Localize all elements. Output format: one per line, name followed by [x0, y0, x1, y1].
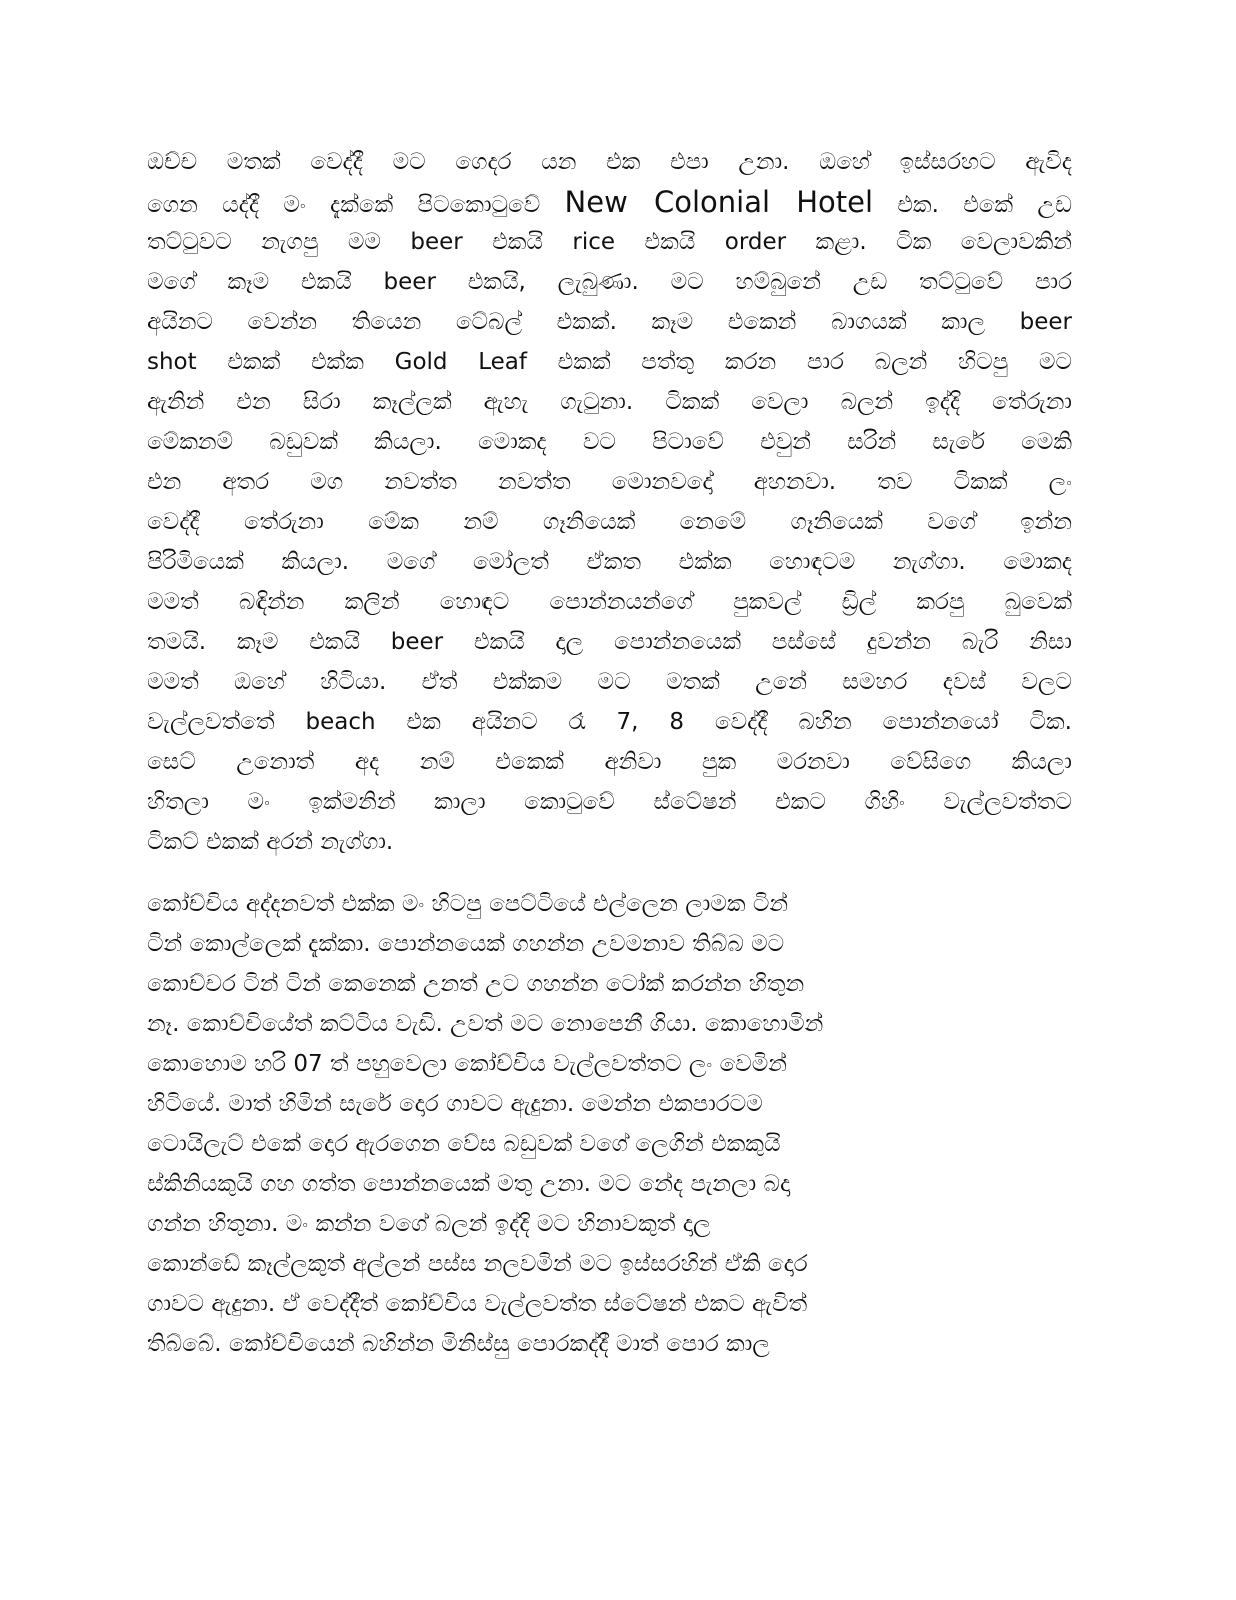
text-line: පිරිමියෙක් කියලා. මගේ මෝලත් ඒකත එක්ක හොඳටම නැග්ගා. මොකද	[147, 549, 1072, 575]
text-line: සෙට් උනොත් අද නම් එකෙක් අනිවා පුක මරනවා වේසිගෙ කියලා	[147, 749, 1072, 775]
text-line-with-hotel-name	[147, 182, 1072, 222]
text-line: තට්ටුවට නැගපු මම beer එකයි rice එකයි order කළා. ටික වෙලාවකින්	[147, 229, 1072, 255]
text-line: ටින් කොල්ලෙක් දැක්කා. පොන්නයෙක් ගහන්න උවමනාව තිබ්බ මට	[147, 931, 785, 957]
text-line: මමත් බඳින්න කලින් හොඳට පොන්නයන්ගේ පුකවල් ඩ්‍රිල් කරපු බුවෙක්	[147, 589, 1072, 615]
text-line: එන අතර මග නවත්ත නවත්ත මොනවදෝ අහනවා. තව ටිකක් ලං	[147, 469, 1072, 495]
paragraph-2	[147, 884, 1072, 1364]
text-line: කොන්ඩේ කෑල්ලකුත් අල්ලන් පස්ස නලවමින් මට ඉස්සරහින් ඒකි දොර	[147, 1251, 808, 1277]
text-line: ඇනින් එන සිරා කෑල්ලක් ඇහැ ගැටුනා. ටිකක් වෙලා බලන් ඉද්දි තේරුනා	[147, 389, 1072, 415]
text-line: නෑ. කොච්චියේත් කට්ටිය වැඩි. උවත් මට නොපෙනී ගියා. කොහොමින්	[147, 1011, 824, 1037]
text-line: ටොයිලැට් එකේ දොර ඇරගෙන වේස බඩුවක් වගේ ලෙගින් එකකුයි	[147, 1131, 781, 1157]
paragraph-1	[147, 142, 1072, 862]
text-segment: ගෙන යද්දී මං දැක්කේ පිටකොටුවේ	[147, 192, 565, 218]
text-line: කොහොම හරි 07 ත් පහුවෙලා කෝච්චිය වැල්ලවත්තට ලං වෙමින්	[147, 1051, 787, 1077]
text-line: හිතලා මං ඉක්මනින් කාලා කොටුවේ ස්ටේෂන් එකට ගිහිං වැල්ලවත්තට	[147, 789, 1072, 815]
text-line: අයිනට වෙන්න තියෙන ටේබල් එකක්. කෑම එකෙන් බාගයක් කාල beer	[147, 309, 1072, 335]
hotel-name: New Colonial Hotel	[564, 185, 874, 219]
text-line: තිබ්බේ. කෝච්චියෙන් බහින්න මිනිස්සු පොරකද්දී මාත් පොර කාල	[147, 1331, 770, 1357]
text-line: වෙද්දී තේරුනා මේක නම් ගෑනියෙක් නෙමේ ගෑනියෙක් වගේ ඉන්න	[147, 509, 1072, 535]
text-line: කොච්චර ටින් ටින් කෙනෙක් උනත් උට ගහන්න ටෝක් කරන්න හිතුන	[147, 971, 805, 997]
text-line: shot එකක් එක්ක Gold Leaf එකක් පත්තු කරන පාර බලන් හිටපු මට	[147, 349, 1072, 375]
text-line: මේකනම් බඩුවක් කියලා. මොකද වට පිටාවේ එවුන් සරින් සැරේ මෙකි	[147, 429, 1072, 455]
text-line: තමයි. කෑම එකයි beer එකයි දාල පොන්නයෙක් පස්සේ දුවන්න බැරි නිසා	[147, 629, 1072, 655]
text-line: මමත් ඔහේ හිටියා. ඒත් එක්කම මට මතක් උනේ සමහර දවස් වලට	[147, 669, 1072, 695]
text-line: ටිකට් එකක් අරන් නැග්ගා.	[147, 829, 394, 855]
text-line: ස්කිනියකුයි ගහ ගත්ත පොන්නයෙක් මතු උනා. මට නේද පැනලා බදා	[147, 1171, 791, 1197]
text-line: ඔච්ච මතක් වෙද්දී මට ගෙදර යන එක එපා උනා. ඔහේ ඉස්සරහට ඇවිද	[147, 149, 1072, 175]
text-line: වැල්ලවත්තේ beach එක අයිනට රෑ 7, 8 වෙද්දී බහින පොන්නයෝ ටික.	[147, 709, 1072, 735]
text-line: හිටියේ. මාත් හිමින් සැරේ දොර ගාවට ඇදුනා. මෙන්න එකපාරටම	[147, 1091, 763, 1117]
text-line: ගාවට ඇදුනා. ඒ වෙද්දීත් කෝච්චිය වැල්ලවත්ත ස්ටේෂන් එකට ඇවිත්	[147, 1291, 808, 1317]
text-line: මගේ කෑම එකයි beer එකයි, ලැබුණා. මට හම්බුනේ උඩ තට්ටුවේ පාර	[147, 269, 1072, 295]
text-segment: එක. එකේ උඩ	[873, 192, 1072, 218]
text-line: කෝච්චිය අද්දනවත් එක්ක මං හිටපු පෙට්ටියේ එල්ලෙන ලාමක ටින්	[147, 891, 789, 917]
text-line: ගන්න හිතුනා. මං කන්න වගේ බලන් ඉද්දි මට හිනාවකුත් දාල	[147, 1211, 711, 1237]
